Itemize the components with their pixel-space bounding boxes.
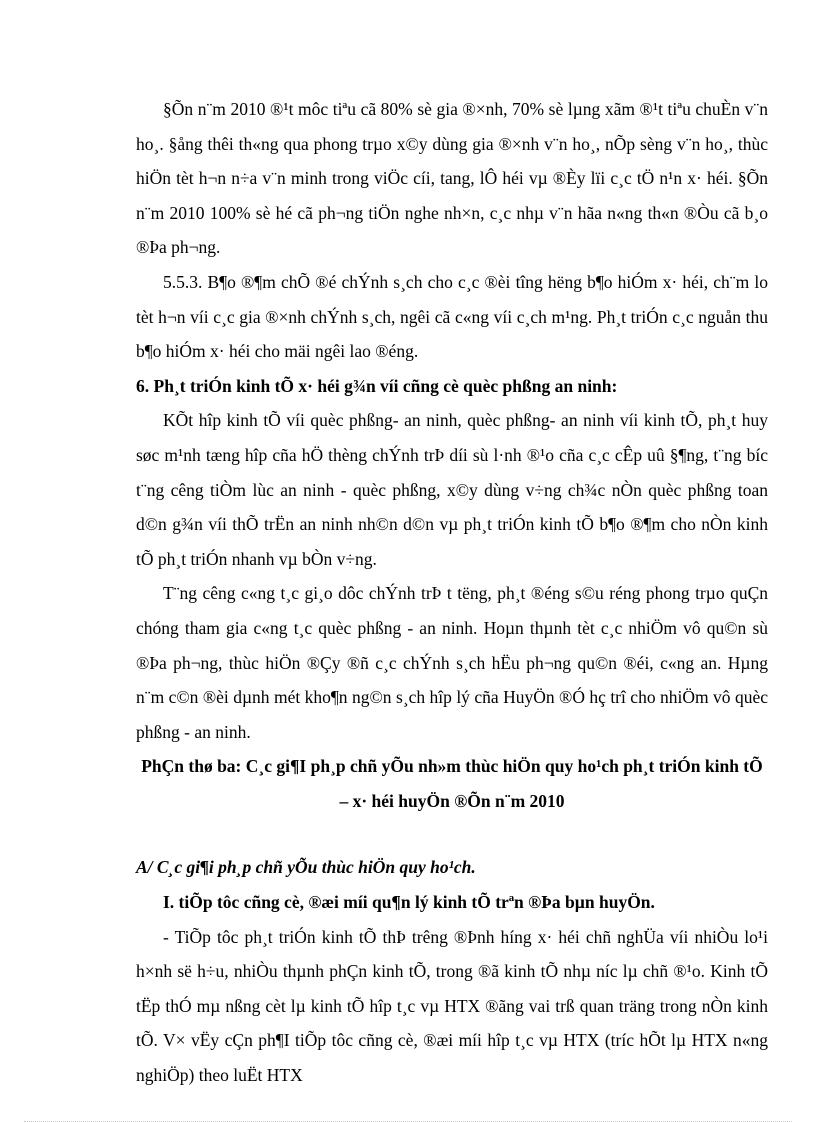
paragraph-political-education: T¨ng cêng c«ng t¸c gi¸o dôc chÝnh trÞ t tëng, ph¸t ®éng s©u réng phong trµo quÇn chóng tham gia c«ng t¸c quèc phßng - an ninh. Hoµn thµnh tèt c¸c nhiÖm vô qu©n sù ®Þa ph¬ng, thùc hiÖn ®Çy ®ñ c¸c chÝnh s¸ch hËu ph¬ng qu©n ®éi, c«ng an. Hµng n¨m c©n ®èi dµnh mét kho¶n ng©n s¸ch hîp lý cña HuyÖn ®Ó hç trî cho nhiÖm vô quèc phßng - an ninh. [136,583,768,742]
paragraph-culture-targets: §Õn n¨m 2010 ®¹t môc tiªu cã 80% sè gia ®×nh, 70% sè lµng xãm ®¹t tiªu chuÈn v¨n ho¸. §ång thêi th«ng qua phong trµo x©y dùng gia ®×nh v¨n ho¸, nÕp sèng v¨n ho¸, thùc hiÖn tèt h¬n n÷a v¨n minh trong viÖc cíi, tang, lÔ héi vµ ®Èy lïi c¸c tÖ n¹n x· héi. §Õn n¨m 2010 100% sè hé cã ph¬ng tiÖn nghe nh×n, c¸c nhµ v¨n hãa n«ng th«n ®Òu cã b¸o ®Þa ph¬ng. [136,99,768,258]
section-heading-defense: 6. Ph¸t triÓn kinh tÕ x· héi g¾n víi cñng cè quèc phßng an ninh: [136,375,618,396]
subsection-heading-solutions: A/ C¸c gi¶i ph¸p chñ yÕu thùc hiÖn quy ho¹ch. [136,857,476,878]
page-bottom-divider [24,1121,792,1122]
paragraph-social-insurance: 5.5.3. B¶o ®¶m chÕ ®é chÝnh s¸ch cho c¸c ®èi tîng hëng b¶o hiÓm x· héi, ch¨m lo tèt h¬n víi c¸c gia ®×nh chÝnh s¸ch, ngêi cã c«ng víi c¸ch m¹ng. Ph¸t triÓn c¸c nguån thu b¶o hiÓm x· héi cho mäi ngêi lao ®éng. [136,271,768,362]
document-body [136,92,768,1093]
spacer [136,818,768,850]
subsection-heading-management: I. tiÕp tôc cñng cè, ®æi míi qu¶n lý kinh tÕ trªn ®Þa bµn huyÖn. [163,892,655,913]
paragraph-market-economy: - TiÕp tôc ph¸t triÓn kinh tÕ thÞ trêng ®Þnh híng x· héi chñ nghÜa víi nhiÒu lo¹i h×nh së h÷u, nhiÒu thµnh phÇn kinh tÕ, trong ®ã kinh tÕ nhµ níc lµ chñ ®¹o. Kinh tÕ tËp thÓ mµ nßng cèt lµ kinh tÕ hîp t¸c vµ HTX ®ãng vai trß quan träng trong nÒn kinh tÕ. V× vËy cÇn ph¶I tiÕp tôc cñng cè, ®æi míi hîp t¸c vµ HTX (tríc hÕt lµ HTX n«ng nghiÖp) theo luËt HTX [136,926,768,1086]
part-three-title: PhÇn thø ba: C¸c gi¶I ph¸p chñ yÕu nh»m thùc hiÖn quy ho¹ch ph¸t triÓn kinh tÕ – x· héi huyÖn ®Õn n¨m 2010 [141,756,763,811]
paragraph-defense-economy: KÕt hîp kinh tÕ víi quèc phßng- an ninh, quèc phßng- an ninh víi kinh tÕ, ph¸t huy søc m¹nh tæng hîp cña hÖ thèng chÝnh trÞ díi sù l·nh ®¹o cña c¸c cÊp uû §¶ng, t¨ng bíc t¨ng cêng tiÒm lùc an ninh - quèc phßng, x©y dùng v÷ng ch¾c nÒn quèc phßng toan d©n g¾n víi thÕ trËn an ninh nh©n d©n vµ ph¸t triÓn kinh tÕ b¶o ®¶m cho nÒn kinh tÕ ph¸t triÓn nhanh vµ bÒn v÷ng. [136,410,768,569]
